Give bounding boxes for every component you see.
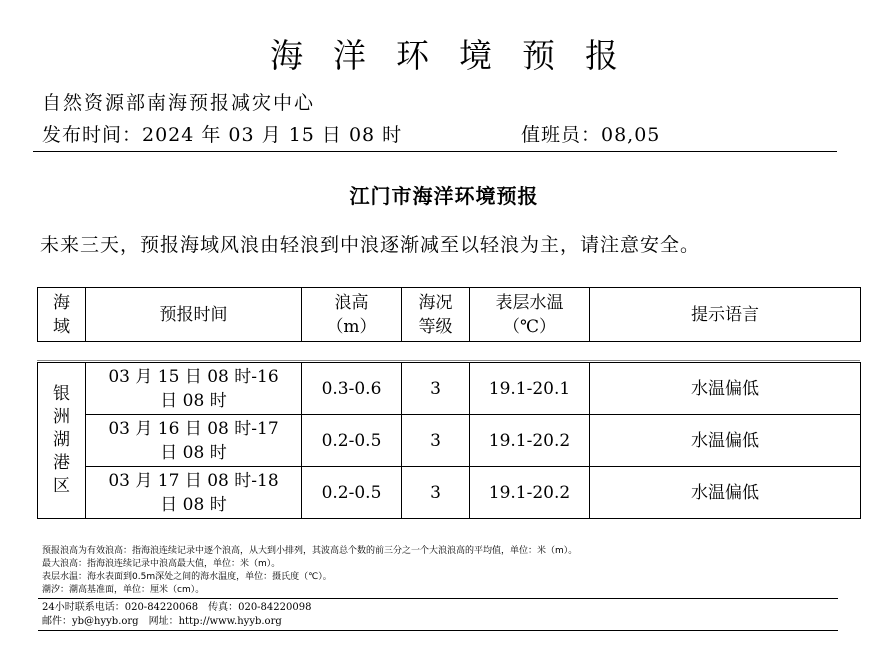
wave-height-cell: 0.3-0.6 <box>302 363 402 415</box>
column-header-wave-line1: 浪高 <box>334 292 369 313</box>
column-header-time-label: 预报时间 <box>159 304 228 325</box>
forecast-time-line2: 日 08 时 <box>160 442 227 463</box>
duty-officer: 值班员：08,05 <box>521 124 661 146</box>
forecast-time-cell <box>86 363 302 415</box>
area-char: 区 <box>53 476 70 496</box>
table-row <box>38 363 861 415</box>
water-temp-cell: 19.1-20.1 <box>470 363 590 415</box>
column-header-area <box>38 288 86 342</box>
water-temp-cell: 19.1-20.2 <box>470 467 590 519</box>
note-water-temp: 表层水温：海水表面到0.5m深处之间的海水温度，单位：摄氏度（℃）。 <box>42 572 332 582</box>
table-row <box>38 467 861 519</box>
area-char: 湖 <box>53 430 70 450</box>
footer-divider-bottom <box>38 630 838 631</box>
water-temp-cell: 19.1-20.2 <box>470 415 590 467</box>
table-row <box>38 415 861 467</box>
sea-state-cell: 3 <box>402 363 470 415</box>
area-char: 港 <box>53 453 70 473</box>
note-tide: 潮汐：潮高基准面，单位：厘米（cm）。 <box>42 585 205 595</box>
contact-email-web: 邮件：yb@hyyb.org 网址：http://www.hyyb.org <box>42 616 282 627</box>
area-char: 银 <box>53 384 70 404</box>
footer-divider-top <box>38 598 838 599</box>
organization-name: 自然资源部南海预报减灾中心 <box>42 92 316 114</box>
column-header-tip <box>590 288 861 342</box>
column-header-area-line2: 域 <box>53 316 70 337</box>
column-header-wave-line2: （m） <box>326 316 377 337</box>
forecast-time-cell <box>86 467 302 519</box>
sea-state-cell: 3 <box>402 467 470 519</box>
column-header-sea-line1: 海况 <box>418 292 453 313</box>
forecast-table <box>37 362 861 519</box>
wave-height-cell: 0.2-0.5 <box>302 467 402 519</box>
column-header-sea-state <box>402 288 470 342</box>
tip-cell: 水温偏低 <box>590 415 861 467</box>
column-header-temp-line2: （℃） <box>502 316 557 337</box>
forecast-time-line1: 03 月 17 日 08 时-18 <box>108 470 279 491</box>
publish-time: 发布时间：2024 年 03 月 15 日 08 时 <box>42 124 403 146</box>
area-cell <box>38 363 86 519</box>
table-gap-line <box>37 360 860 361</box>
column-header-sea-line2: 等级 <box>418 316 453 337</box>
forecast-summary: 未来三天，预报海域风浪由轻浪到中浪逐渐减至以轻浪为主，请注意安全。 <box>40 234 701 256</box>
area-char: 洲 <box>53 407 70 427</box>
column-header-temperature <box>470 288 590 342</box>
column-header-area-line1: 海 <box>53 292 70 313</box>
forecast-time-line1: 03 月 15 日 08 时-16 <box>108 366 279 387</box>
note-max-wave: 最大浪高：指海浪连续记录中浪高最大值，单位：米（m）。 <box>42 559 281 569</box>
tip-cell: 水温偏低 <box>590 363 861 415</box>
tip-cell: 水温偏低 <box>590 467 861 519</box>
page-title: 海洋环境预报 <box>270 36 648 75</box>
forecast-table-header <box>37 287 861 342</box>
column-header-tip-label: 提示语言 <box>691 304 759 325</box>
forecast-time-line1: 03 月 16 日 08 时-17 <box>108 418 279 439</box>
wave-height-cell: 0.2-0.5 <box>302 415 402 467</box>
column-header-time <box>86 288 302 342</box>
contact-phone-fax: 24小时联系电话：020-84220068 传真：020-84220098 <box>42 602 312 613</box>
column-header-wave <box>302 288 402 342</box>
header-divider <box>33 151 837 152</box>
forecast-time-line2: 日 08 时 <box>160 390 227 411</box>
report-title: 江门市海洋环境预报 <box>349 184 539 208</box>
note-wave-height: 预报浪高为有效浪高：指海浪连续记录中逐个浪高，从大到小排列，其波高总个数的前三分之一个大浪浪高的平均值，单位：米（m）。 <box>42 546 578 556</box>
sea-state-cell: 3 <box>402 415 470 467</box>
column-header-temp-line1: 表层水温 <box>495 292 564 313</box>
forecast-time-cell <box>86 415 302 467</box>
forecast-time-line2: 日 08 时 <box>160 494 227 515</box>
